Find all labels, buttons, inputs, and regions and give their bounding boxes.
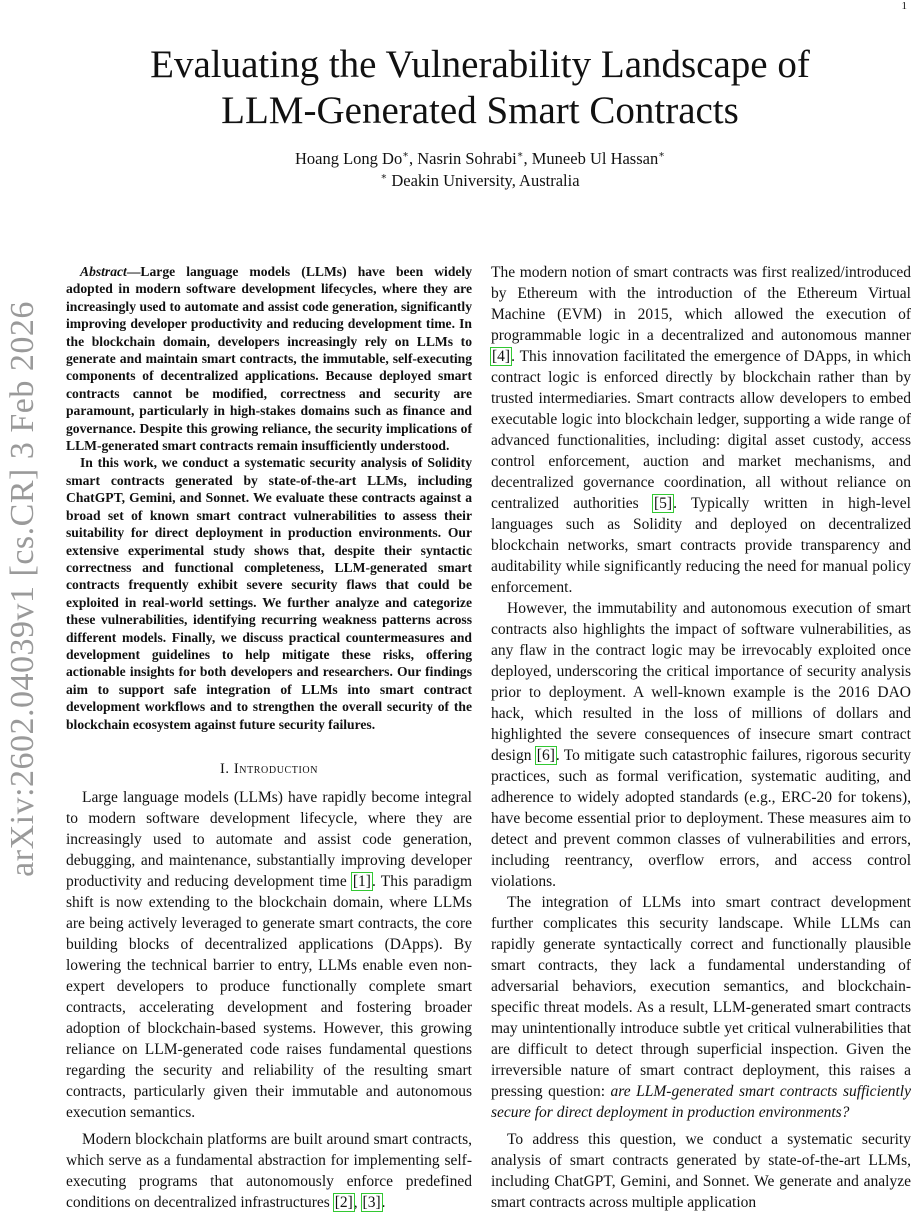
paper-title xyxy=(60,42,900,134)
author-list xyxy=(60,148,900,170)
citation-link-1[interactable]: [1] xyxy=(352,872,371,890)
paragraph-text: . Typically written in high-level languages such as Solidity and deployed on decentralized blockchain networks, smart contracts provide transparency and auditability while significantly reducing the need for manual policy enforcement. xyxy=(491,495,911,596)
intro-paragraph-5 xyxy=(491,892,911,1123)
paragraph-text: Large language models (LLMs) have rapidly become integral to modern software development lifecycle, where they are increasingly used to automate and assist code generation, debugging, and maintenance, substantially improving developer productivity and reducing development time xyxy=(66,788,472,890)
citation-link-3[interactable]: [3] xyxy=(362,1193,381,1211)
abstract-text-1: —Large language models (LLMs) have been widely adopted in modern software development lifecycles, where they are increasingly used to automate and assist code generation, significantly improving developer productivity and reducing development time. In the blockchain domain, developers increasingly rely on LLMs to generate and maintain smart contracts, the immutable, self-executing components of decentralized applications. Because deployed smart contracts cannot be modified, correctness and security are paramount, particularly in high-stakes domains such as finance and governance. Despite this growing reliance, the security implications of LLM-generated smart contracts remain insufficiently understood. xyxy=(66,264,472,454)
affiliation-mark: ∗ xyxy=(380,171,388,183)
paragraph-text: However, the immutability and autonomous execution of smart contracts also highlights the impact of software vulnerabilities, as any flaw in the contract logic may be irrevocably exploited once deployed, underscoring the critical importance of security analysis prior to deployment. A well-known example is the 2016 DAO hack, which resulted in the loss of millions of dollars and highlighted the severe consequences of insecure smart contract design xyxy=(491,600,911,764)
author-mark: ∗ xyxy=(516,149,524,161)
title-line-2: LLM-Generated Smart Contracts xyxy=(221,89,739,132)
citation-link-4[interactable]: [4] xyxy=(492,348,511,365)
intro-paragraph-2 xyxy=(66,1129,472,1213)
citation-link-5[interactable]: [5] xyxy=(654,495,673,512)
paragraph-text: The integration of LLMs into smart contract development further complicates this security landscape. While LLMs can rapidly generate syntactically correct and functionally plausible smart contracts, they lack a fundamental understanding of adversarial behaviors, execution semantics, and blockchain-specific threat models. As a result, LLM-generated smart contracts may unintentionally introduce subtle yet critical vulnerabilities that are difficult to detect through superficial inspection. Given the irreversible nature of smart contract deployment, this raises a pressing question: xyxy=(491,894,911,1100)
right-column xyxy=(491,262,911,1213)
author-name: Hoang Long Do xyxy=(294,149,403,168)
paragraph-text: . xyxy=(381,1193,386,1211)
affiliation-text: Deakin University, Australia xyxy=(391,171,580,190)
arxiv-identifier-stamp: arXiv:2602.04039v1 [cs.CR] 3 Feb 2026 xyxy=(4,301,41,877)
citation-link-6[interactable]: [6] xyxy=(536,747,555,764)
author-mark: ∗ xyxy=(658,149,666,161)
author-separator: , xyxy=(523,149,532,168)
author-name: Muneeb Ul Hassan xyxy=(531,149,659,168)
intro-paragraph-1 xyxy=(66,787,472,1123)
intro-paragraph-4 xyxy=(491,598,911,892)
author-separator: , xyxy=(409,149,418,168)
paragraph-text: . To mitigate such catastrophic failures, rigorous security practices, such as formal verification, systematic auditing, and adherence to widely adopted standards (e.g., ERC-20 for tokens), have become essential prior to deployment. These measures aim to detect and prevent common classes of vulnerabilities and errors, including reentrancy, overflow errors, and access control violations. xyxy=(491,747,911,890)
page-number: 1 xyxy=(901,0,907,12)
intro-paragraph-3 xyxy=(491,262,911,598)
intro-paragraph-6: To address this question, we conduct a systematic security analysis of smart contracts generated by state-of-the-art LLMs, including ChatGPT, Gemini, and Sonnet. We generate and analyze smart contracts across multiple application xyxy=(491,1131,911,1211)
abstract xyxy=(66,263,472,733)
citation-link-2[interactable]: [2] xyxy=(334,1193,353,1211)
affiliation xyxy=(60,170,900,192)
title-line-1: Evaluating the Vulnerability Landscape of xyxy=(150,43,810,86)
author-name: Nasrin Sohrabi xyxy=(417,149,517,168)
paragraph-text: The modern notion of smart contracts was first realized/introduced by Ethereum with the introduction of the Ethereum Virtual Machine (EVM) in 2015, which allowed the execution of programmable logic in a decentralized and autonomous manner xyxy=(491,264,911,344)
left-column xyxy=(66,263,472,1213)
author-mark: ∗ xyxy=(402,149,409,161)
abstract-paragraph-2: In this work, we conduct a systematic security analysis of Solidity smart contracts generated by state-of-the-art LLMs, including ChatGPT, Gemini, and Sonnet. We evaluate these contracts against a broad set of known smart contract vulnerabilities to assess their suitability for direct deployment in production environments. Our extensive experimental study shows that, despite their syntactic correctness and functional completeness, LLM-generated smart contracts frequently exhibit severe security flaws that could be exploited in real-world settings. We further analyze and categorize these vulnerabilities, identifying recurring weakness patterns across different models. Finally, we discuss practical countermeasures and development guidelines to help mitigate these risks, offering actionable insights for both developers and researchers. Our findings aim to support safe integration of LLMs into smart contract development workflows and to strengthen the overall security of the blockchain ecosystem against future security failures. xyxy=(66,455,472,732)
paragraph-text: Modern blockchain platforms are built around smart contracts, which serve as a fundamental abstraction for implementing self-executing programs that autonomously enforce predefined conditions on decentralized infrastructures xyxy=(66,1130,472,1211)
paragraph-text: , xyxy=(353,1193,362,1211)
research-question: are LLM-generated smart contracts sufficiently secure for direct deployment in production environments? xyxy=(491,1083,911,1121)
abstract-label: Abstract xyxy=(80,264,127,279)
paragraph-text: . This innovation facilitated the emergence of DApps, in which contract logic is enforced directly by blockchain rather than by trusted intermediaries. Smart contracts allow developers to embed executable logic into blockchain ledger, supporting a wide range of advanced functionalities, including: digital asset custody, access control enforcement, auction and market mechanisms, and decentralized governance coordination, all without reliance on centralized authorities xyxy=(491,348,911,512)
abstract-paragraph-1 xyxy=(66,263,472,454)
paragraph-text: . This paradigm shift is now extending to the blockchain domain, where LLMs are being actively leveraged to generate smart contracts, the core building blocks of decentralized applications (DApps). By lowering the technical barrier to entry, LLMs enable even non-expert developers to produce functionally complete smart contracts, accelerating development and fostering broader adoption of blockchain-based systems. However, this growing reliance on LLM-generated code raises fundamental questions regarding the security and reliability of the resulting smart contracts, particularly given their immutable and autonomous execution semantics. xyxy=(66,872,472,1121)
section-heading-introduction: I. Introduction xyxy=(219,760,319,777)
